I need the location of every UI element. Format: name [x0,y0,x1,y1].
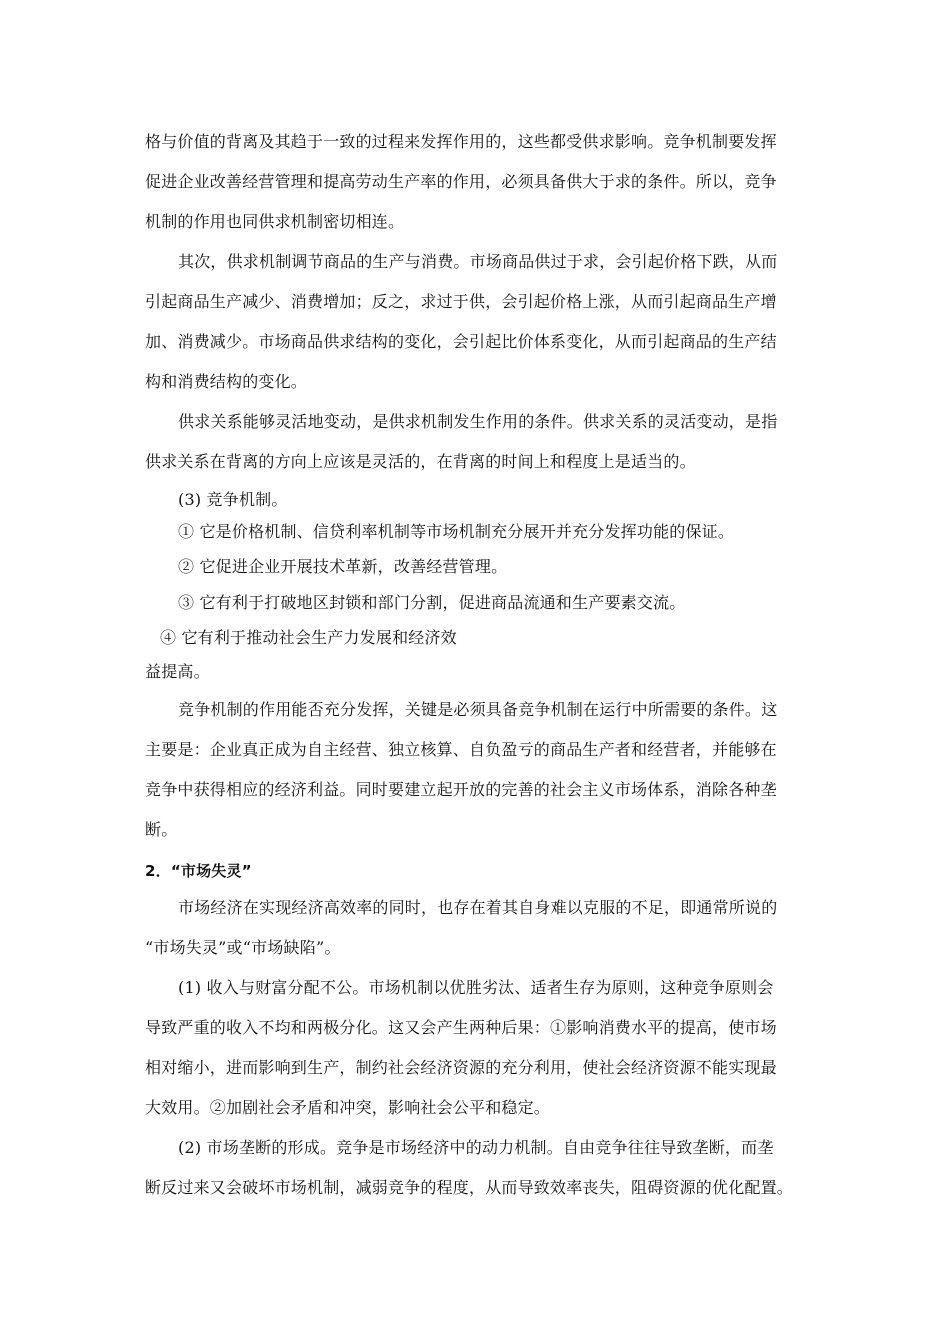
paragraph-line: 促进企业改善经营管理和提高劳动生产率的作用，必须具备供大于求的条件。所以，竞争 [145,172,777,191]
paragraph-line: 加、消费减少。市场商品供求结构的变化，会引起比价体系变化，从而引起商品的生产结 [145,332,777,351]
paragraph-line: 机制的作用也同供求机制密切相连。 [145,212,405,231]
paragraph-line: 供求关系能够灵活地变动，是供求机制发生作用的条件。供求关系的灵活变动，是指 [178,412,778,431]
paragraph-line: (1) 收入与财富分配不公。市场机制以优胜劣汰、适者生存为原则，这种竞争原则会 [178,978,774,997]
paragraph-line: 大效用。②加剧社会矛盾和冲突，影响社会公平和稳定。 [145,1098,551,1117]
paragraph-line: 构和消费结构的变化。 [145,372,308,391]
paragraph-line: 供求关系在背离的方向上应该是灵活的，在背离的时间上和程度上是适当的。 [145,452,696,471]
paragraph-line: 主要是：企业真正成为自主经营、独立核算、自负盈亏的商品生产者和经营者，并能够在 [145,740,777,759]
paragraph-line: 断。 [145,820,178,839]
list-item: ③ 它有利于打破地区封锁和部门分割，促进商品流通和生产要素交流。 [178,593,686,612]
paragraph-line: 竞争机制的作用能否充分发挥，关键是必须具备竞争机制在运行中所需要的条件。这 [178,700,778,719]
paragraph-line: 格与价值的背离及其趋于一致的过程来发挥作用的，这些都受供求影响。竞争机制要发挥 [145,132,777,151]
list-item-continuation: 益提高。 [145,662,210,681]
paragraph-line: 导致严重的收入不均和两极分化。这又会产生两种后果：①影响消费水平的提高，使市场 [145,1018,777,1037]
paragraph-line: “市场失灵”或“市场缺陷”。 [145,938,341,957]
paragraph-line: 竞争中获得相应的经济利益。同时要建立起开放的完善的社会主义市场体系，消除各种垄 [145,780,777,799]
list-item: ④ 它有利于推动社会生产力发展和经济效 [160,628,457,647]
list-item: ② 它促进企业开展技术革新，改善经营管理。 [178,557,508,576]
section-subheading: (3) 竞争机制。 [178,490,288,509]
paragraph-line: 其次，供求机制调节商品的生产与消费。市场商品供过于求，会引起价格下跌，从而 [178,252,778,271]
paragraph-line: (2) 市场垄断的形成。竞争是市场经济中的动力机制。自由竞争往往导致垄断，而垄 [178,1138,774,1157]
paragraph-line: 市场经济在实现经济高效率的同时，也存在着其自身难以克服的不足，即通常所说的 [178,898,778,917]
paragraph-line: 相对缩小，进而影响到生产，制约社会经济资源的充分利用，使社会经济资源不能实现最 [145,1058,777,1077]
list-item: ① 它是价格机制、信贷利率机制等市场机制充分展开并充分发挥功能的保证。 [178,522,735,541]
paragraph-line: 断反过来又会破坏市场机制，减弱竞争的程度，从而导致效率丧失，阻碍资源的优化配置。 [145,1178,794,1197]
paragraph-line: 引起商品生产减少、消费增加；反之，求过于供，会引起价格上涨，从而引起商品生产增 [145,292,777,311]
section-heading: 2．“市场失灵” [145,862,252,880]
